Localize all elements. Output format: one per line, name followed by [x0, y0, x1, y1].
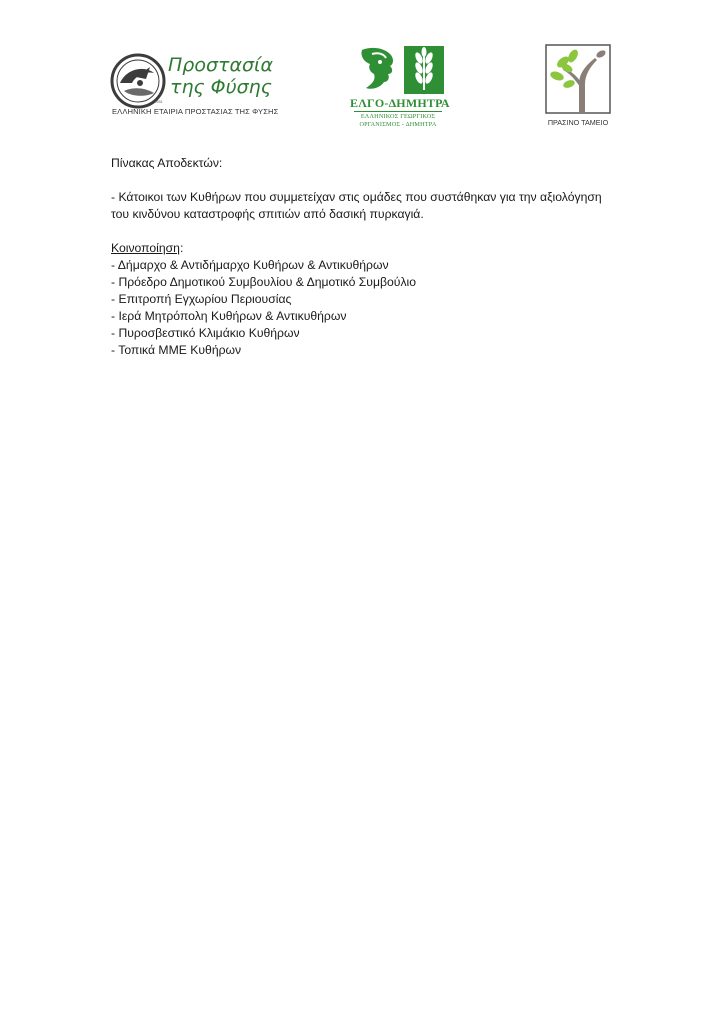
cc-item: - Πρόεδρο Δημοτικού Συμβουλίου & Δημοτικό Συμβούλιο — [111, 275, 417, 289]
green-fund-logo — [543, 44, 613, 130]
elgo-subtitle-line2: ΟΡΓΑΝΙΣΜΟΣ - ΔΗΜΗΤΡΑ — [359, 121, 437, 128]
cc-item: - Πυροσβεστικό Κλιμάκιο Κυθήρων — [111, 326, 300, 340]
green-fund-tree-icon — [545, 44, 611, 114]
hspn-logo-subtitle: ΕΛΛΗΝΙΚΗ ΕΤΑΙΡΙΑ ΠΡΟΣΤΑΣΙΑΣ ΤΗΣ ΦΥΣΗΣ — [112, 107, 279, 116]
elgo-logo-name: ΕΛΓΟ-ΔΗΜΗΤΡΑ — [350, 96, 450, 110]
hspn-logo-title — [168, 54, 273, 98]
cc-heading-colon: : — [179, 241, 184, 255]
hspn-year: 1951 — [154, 99, 163, 104]
hspn-title-line2: της Φύσης — [170, 76, 272, 98]
elgo-head-wheat-icon — [350, 44, 446, 96]
recipients-line-2: του κινδύνου καταστροφής σπιτιών από δασική πυρκαγιά. — [111, 207, 424, 221]
elgo-divider — [354, 111, 442, 112]
recipients-heading: Πίνακας Αποδεκτών: — [111, 156, 223, 170]
hspn-title-line1: Προστασία — [168, 54, 273, 76]
recipients-line-1: - Κάτοικοι των Κυθήρων που συμμετείχαν στις ομάδες που συστάθηκαν για την αξιολόγηση — [111, 190, 602, 204]
cc-item: - Ιερά Μητρόπολη Κυθήρων & Αντικυθήρων — [111, 309, 347, 323]
spacer — [111, 223, 631, 240]
hspn-logo — [110, 50, 279, 120]
document-body — [111, 155, 631, 359]
green-fund-label: ΠΡΑΣΙΝΟ ΤΑΜΕΙΟ — [547, 118, 609, 127]
cc-heading-line — [111, 240, 631, 257]
cc-item: - Επιτροπή Εγχωρίου Περιουσίας — [111, 292, 292, 306]
cc-item: - Τοπικά ΜΜΕ Κυθήρων — [111, 343, 242, 357]
cc-item: - Δήμαρχο & Αντιδήμαρχο Κυθήρων & Αντικυθήρων — [111, 258, 389, 272]
elgo-subtitle-line1: ΕΛΛΗΝΙΚΟΣ ΓΕΩΡΓΙΚΟΣ — [360, 113, 436, 120]
spacer — [111, 172, 631, 189]
cc-heading: Κοινοποίηση — [111, 241, 180, 255]
elgo-logo — [350, 44, 450, 128]
